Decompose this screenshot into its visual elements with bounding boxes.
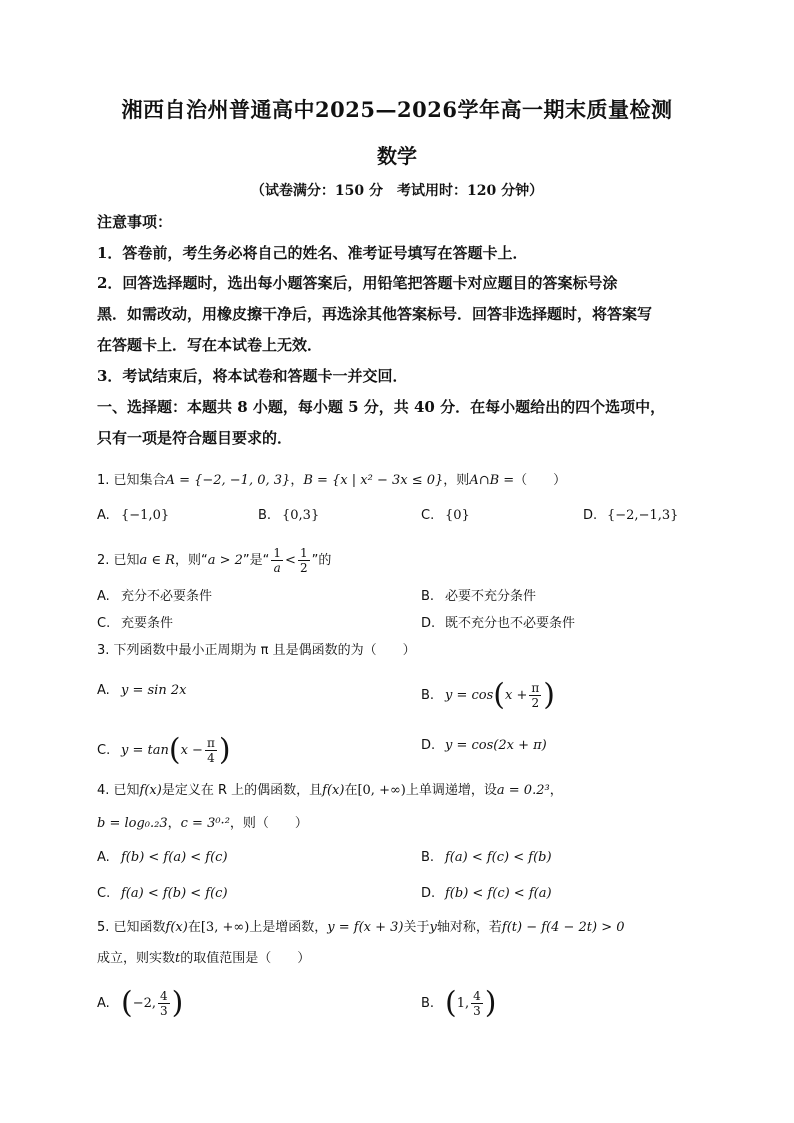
- fraction-four-thirds: $\frac{4}{3}$: [160, 989, 168, 1018]
- fraction-one-half: $\frac{1}{2}$: [299, 546, 308, 575]
- question-2-option-a[interactable]: A. 充分不必要条件: [97, 589, 213, 604]
- exam-meta: （试卷满分：150 分 考试用时：120 分钟）: [250, 183, 544, 199]
- section-1-line-1: 一、选择题：本题共 8 小题，每小题 5 分，共 40 分．在每小题给出的四个选项中，: [97, 398, 666, 416]
- question-5-option-a[interactable]: A. (−2, $\frac{4}{3}$ ): [97, 985, 184, 1021]
- question-4-stem-line-2: b = log₀.₂3，c = 3⁰·²，则（ ）: [97, 816, 308, 831]
- subject-title: 数学: [377, 144, 417, 168]
- question-4-option-c[interactable]: C. f(a) < f(b) < f(c): [97, 886, 228, 901]
- question-5-stem-line-2: 成立，则实数t的取值范围是（ ）: [97, 951, 311, 966]
- set-a-definition: A = {−2, −1, 0, 3}: [165, 473, 291, 488]
- question-3-option-a[interactable]: A. y = sin 2x: [97, 683, 187, 698]
- question-5-option-b[interactable]: B. (1, $\frac{4}{3}$ ): [421, 985, 497, 1021]
- note-item-2-line-3: 在答题卡上．写在本试卷上无效．: [97, 336, 323, 354]
- note-item-1: 1．答卷前，考生务必将自己的姓名、准考证号填写在答题卡上．: [97, 244, 528, 262]
- question-2-option-d[interactable]: D. 既不充分也不必要条件: [421, 616, 576, 631]
- note-item-2-line-2: 黑．如需改动，用橡皮擦干净后，再选涂其他答案标号．回答非选择题时，将答案写: [97, 305, 653, 323]
- question-4-option-b[interactable]: B. f(a) < f(c) < f(b): [421, 850, 552, 865]
- section-1-line-2: 只有一项是符合题目要求的．: [97, 429, 293, 447]
- question-2-option-c[interactable]: C. 充要条件: [97, 616, 174, 631]
- question-3-option-c[interactable]: C. y = tan(x − $\frac{\pi}{4}$ ): [97, 732, 231, 768]
- fraction-pi-over-2: $\frac{\pi}{2}$: [531, 681, 540, 710]
- question-1-option-b[interactable]: B. {0,3}: [258, 508, 320, 523]
- fraction-pi-over-4: $\frac{\pi}{4}$: [206, 736, 215, 765]
- note-item-3: 3．考试结束后，将本试卷和答题卡一并交回．: [97, 367, 408, 385]
- notes-heading: 注意事项：: [97, 213, 173, 231]
- intersection-expression: A∩B =: [469, 473, 515, 488]
- exam-title: 湘西自治州普通高中2025—2026学年高一期末质量检测: [121, 97, 673, 122]
- set-b-definition: B = {x | x² − 3x ≤ 0}: [303, 473, 444, 488]
- question-3-stem: 3. 下列函数中最小正周期为 π 且是偶函数的为（ ）: [97, 643, 416, 658]
- note-item-2-line-1: 2．回答选择题时，选出每小题答案后，用铅笔把答题卡对应题目的答案标号涂: [97, 274, 618, 292]
- question-1-option-a[interactable]: A. {−1,0}: [97, 508, 170, 523]
- fraction-four-thirds: $\frac{4}{3}$: [473, 989, 481, 1018]
- question-1-option-d[interactable]: D. {−2,−1,3}: [583, 508, 679, 523]
- question-5-stem-line-1: 5. 已知函数f(x)在[3, +∞)上是增函数，y = f(x + 3)关于y轴对称，若f(t) − f(4 − 2t) > 0: [97, 920, 625, 935]
- question-3-option-d[interactable]: D. y = cos(2x + π): [421, 738, 547, 753]
- question-4-stem-line-1: 4. 已知f(x)是定义在 R 上的偶函数，且f(x)在[0, +∞)上单调递增，设a = 0.2³，: [97, 783, 563, 798]
- fraction-one-over-a: $\frac{1}{a}$: [273, 546, 282, 575]
- question-1-option-c[interactable]: C. {0}: [421, 508, 470, 523]
- question-1-stem: 1. 已知集合A = {−2, −1, 0, 3}，B = {x | x² − 3x ≤ 0}，则A∩B =（ ）: [97, 473, 567, 488]
- question-3-option-b[interactable]: B. y = cos(x + $\frac{\pi}{2}$ ): [421, 677, 555, 713]
- question-4-option-a[interactable]: A. f(b) < f(a) < f(c): [97, 850, 228, 865]
- question-2-stem: 2. 已知a ∈ R，则“a > 2”是“ $\frac{1}{a}$ < $\frac{1}{2}$ ”的: [97, 546, 332, 575]
- question-2-option-b[interactable]: B. 必要不充分条件: [421, 589, 537, 604]
- question-4-option-d[interactable]: D. f(b) < f(c) < f(a): [421, 886, 552, 901]
